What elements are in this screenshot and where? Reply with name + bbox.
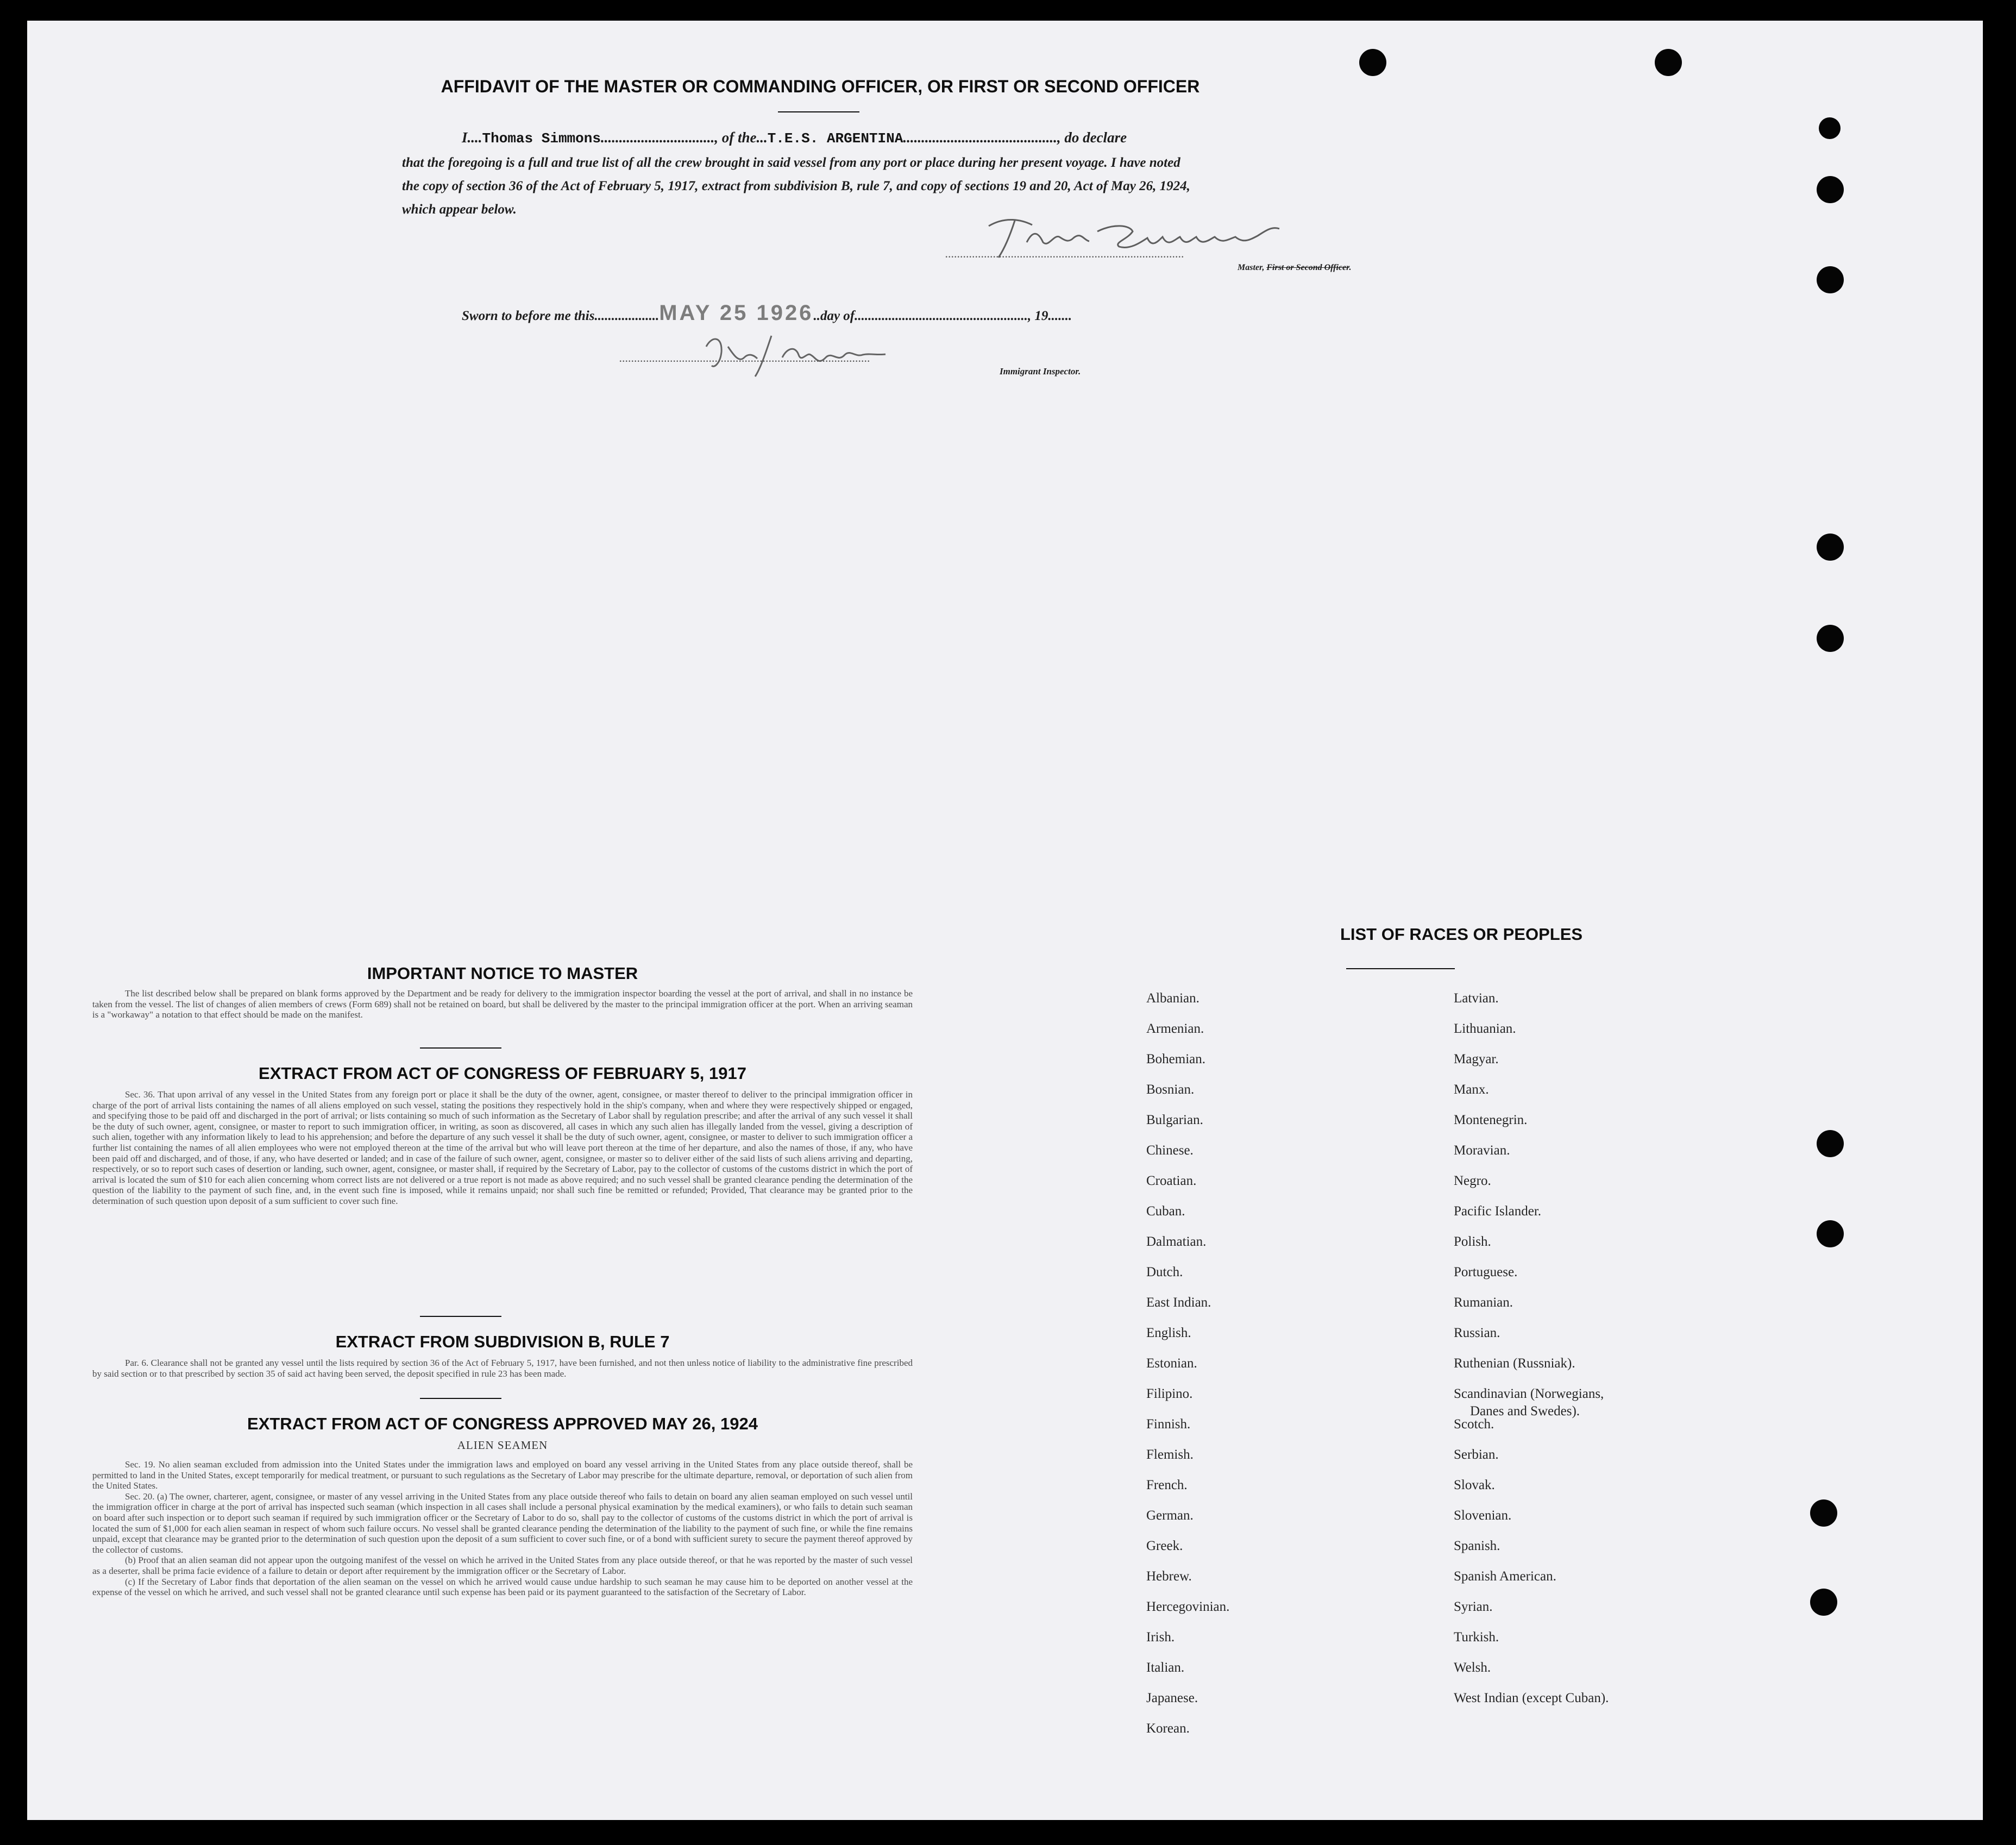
race-item: Scotch. <box>1454 1417 1494 1432</box>
sec-20a-paragraph: Sec. 20. (a) The owner, charterer, agent, consignee, or master of any vessel arriving in the United States from any place outside thereof who fails to detain on board any alien seaman employed on such vessel until the immigration officer in charge at the port of arrival has inspected such seaman (which inspection in all cases shall include a personal physical examination by the medical examiners), or who fails to detain such seaman on board after such inspection or to deport such seaman if required by such immigration officer or the Secretary of Labor to do so, shall pay to the collector of customs of the customs district in which the port of arrival is located the sum of $1,000 for each alien seaman in respect of whom such failure occurs. No vessel shall be granted clearance pending the determination of the liability to the payment of such fine, or while the fine remains unpaid, except that clearance may be granted prior to the determination of such question upon the deposit of a sum sufficient to cover such fine, or of a bond with sufficient surety to secure the payment thereof approved by the collector of customs. <box>92 1491 913 1555</box>
punch-hole <box>1817 534 1844 561</box>
race-item: Slovenian. <box>1454 1508 1512 1523</box>
race-item: Greek. <box>1146 1539 1183 1553</box>
race-item: Chinese. <box>1146 1143 1194 1158</box>
master-label-line <box>1238 263 1352 273</box>
inspector-label: Immigrant Inspector. <box>1000 366 1081 376</box>
extract-1924-subtitle: ALIEN SEAMEN <box>457 1439 548 1452</box>
race-item: Finnish. <box>1146 1417 1191 1432</box>
punch-hole <box>1819 117 1841 139</box>
race-item: Bosnian. <box>1146 1082 1195 1097</box>
dot-leader: ................... <box>594 309 660 323</box>
race-item: Turkish. <box>1454 1630 1499 1645</box>
punch-hole <box>1817 625 1844 652</box>
race-item: Italian. <box>1146 1660 1185 1675</box>
race-item: Negro. <box>1454 1173 1491 1188</box>
race-item: English. <box>1146 1326 1191 1340</box>
dot-leader: .... <box>467 129 482 146</box>
day-of-label: day of <box>820 309 855 323</box>
struck-officer-label: First or Second Officer <box>1266 263 1349 272</box>
race-item: Bulgarian. <box>1146 1113 1203 1127</box>
year-label: 19 <box>1034 309 1048 323</box>
race-item: Cuban. <box>1146 1204 1185 1219</box>
race-item: Armenian. <box>1146 1021 1204 1036</box>
race-item: Pacific Islander. <box>1454 1204 1542 1219</box>
inspector-dot-line: .................................................................................... <box>619 351 870 365</box>
race-item: Bohemian. <box>1146 1052 1206 1066</box>
sworn-line <box>462 301 1072 325</box>
declaration-line-1 <box>462 129 1448 147</box>
punch-hole <box>1655 49 1682 76</box>
race-item: French. <box>1146 1478 1188 1492</box>
sec-19-paragraph: Sec. 19. No alien seaman excluded from admission into the United States under the immigration laws and employed on board any vessel arriving in the United States from any place outside thereof, shall be permitted to land in the United States, except temporarily for medical treatment, or pursuant to such regulations as the Secretary of Labor may prescribe for the ultimate departure, removal, or deportation of such alien from the United States. <box>92 1459 913 1491</box>
race-item: Rumanian. <box>1454 1295 1513 1310</box>
race-item: Magyar. <box>1454 1052 1499 1066</box>
extract-1917-paragraph: Sec. 36. That upon arrival of any vessel in the United States from any foreign port or place it shall be the duty of the owner, agent, consignee, or master thereof to deliver to the principal immigration officer in charge of the port of arrival lists containing the names of all aliens employed on such vessel, stating the positions they respectively hold in the ship's company, when and where they were respectively shipped or engaged, and specifying those to be paid off and discharged in the port of arrival; or lists containing so much of such information as the Secretary of Labor shall by regulation prescribe; and after the arrival of any such vessel it shall be the duty of such owner, agent, consignee, or master to report to such immigration officer, in writing, as soon as discovered, all cases in which any such alien has illegally landed from the vessel, giving a description of such alien, together with any information likely to lead to his apprehension; and before the departure of any such vessel it shall be the duty of such owner, agent, consignee, or master to deliver to such immigration officer a further list containing the names of all alien employees who were not employed thereon at the time of the arrival but who will leave port thereon at the time of her departure, and also the names of those, if any, who have been paid off and discharged, and of those, if any, who have deserted or landed; and in case of the failure of such owner, agent, consignee, or master so to deliver either of the said lists of such aliens arriving and departing, respectively, or so to report such cases of desertion or landing, such owner, agent, consignee, or master shall, if required by the Secretary of Labor, pay to the collector of customs of the customs district in which the port of arrival is located the sum of $10 for each alien concerning whom correct lists are not delivered or a true report is not made as above required; and no such vessel shall be granted clearance pending the determination of the question of the liability to the payment of such fine, and, in the event such fine is imposed, while it remains unpaid; nor shall such fine be remitted or refunded; Provided, That clearance may be granted prior to the determination of such question upon deposit of a sum sufficient to cover such fine. <box>92 1089 913 1206</box>
dot-leader: .. <box>813 309 820 323</box>
race-item: Filipino. <box>1146 1386 1193 1401</box>
section-rule <box>420 1047 501 1049</box>
section-rule <box>420 1316 501 1317</box>
dot-leader: ....... <box>1048 309 1072 323</box>
race-item: Spanish. <box>1454 1539 1500 1553</box>
extract-1924-text <box>92 1459 913 1598</box>
extract-rule7-paragraph: Par. 6. Clearance shall not be granted any vessel until the lists required by section 36 of the Act of February 5, 1917, have been furnished, and not then unless notice of liability to the administrative fine prescribed by said section or to that prescribed by section 35 of said act having been served, the deposit specified in rule 23 has been made. <box>92 1358 913 1379</box>
punch-hole <box>1817 266 1844 293</box>
punch-hole <box>1817 176 1844 203</box>
affidavit-title: AFFIDAVIT OF THE MASTER OR COMMANDING OFFICER, OR FIRST OR SECOND OFFICER <box>441 77 1200 96</box>
date-stamp: MAY 25 1926 <box>659 301 814 325</box>
race-item: Estonian. <box>1146 1356 1197 1371</box>
race-item: Slovak. <box>1454 1478 1495 1492</box>
race-item: Portuguese. <box>1454 1265 1518 1279</box>
document-page <box>27 21 1983 1820</box>
race-item: Syrian. <box>1454 1599 1493 1614</box>
punch-hole <box>1810 1589 1837 1616</box>
notice-text <box>92 988 913 1020</box>
declaration-prefix: I <box>462 129 468 146</box>
dot-leader: ..................................................., <box>855 309 1035 323</box>
sec-20c-paragraph: (c) If the Secretary of Labor finds that deportation of the alien seaman on the vessel on which he arrived would cause undue hardship to such seaman he may cause him to be deported on another vessel at the expense of the vessel on which he arrived, and such vessel shall not be granted clearance until such expense has been paid or its payment guaranteed to the satisfaction of the Secretary of Labor. <box>92 1576 913 1598</box>
race-item: Danes and Swedes). <box>1470 1404 1580 1419</box>
declaration-line-2: that the foregoing is a full and true list of all the crew brought in said vessel from any port or place during her present voyage. I have noted <box>402 155 1180 170</box>
section-rule <box>420 1398 501 1399</box>
race-item: Polish. <box>1454 1234 1491 1249</box>
vessel-name: T.E.S. ARGENTINA <box>767 130 903 147</box>
race-item: Russian. <box>1454 1326 1500 1340</box>
sec-20b-paragraph: (b) Proof that an alien seaman did not appear upon the outgoing manifest of the vessel on which he arrived in the United States from any place outside thereof, or that he was reported by the master of such vessel as a deserter, shall be prima facie evidence of a failure to detain or deport after requirement by the immigration officer or the Secretary of Labor. <box>92 1555 913 1576</box>
notice-title: IMPORTANT NOTICE TO MASTER <box>367 964 638 983</box>
punch-hole <box>1817 1130 1844 1157</box>
race-item: Latvian. <box>1454 991 1499 1006</box>
race-item: Flemish. <box>1146 1447 1194 1462</box>
race-item: Hebrew. <box>1146 1569 1192 1584</box>
declaration-line-3: the copy of section 36 of the Act of February 5, 1917, extract from subdivision B, rule 7, and copy of sections 19 and 20, Act of May 26, 1924, <box>402 179 1190 193</box>
declaration-line-4: which appear below. <box>402 202 517 217</box>
race-item: German. <box>1146 1508 1194 1523</box>
of-the-label: of the <box>721 129 757 146</box>
race-item: Hercegovinian. <box>1146 1599 1230 1614</box>
dot-leader: ..............................., <box>600 129 722 146</box>
dot-leader: .........................................., <box>903 129 1065 146</box>
extract-1924-title: EXTRACT FROM ACT OF CONGRESS APPROVED MAY 26, 1924 <box>247 1414 758 1433</box>
race-item: Dutch. <box>1146 1265 1183 1279</box>
dot-leader: ... <box>756 129 768 146</box>
extract-1917-text <box>92 1089 913 1207</box>
race-item: Ruthenian (Russniak). <box>1454 1356 1575 1371</box>
do-declare-label: do declare <box>1064 129 1127 146</box>
race-item: Montenegrin. <box>1454 1113 1528 1127</box>
race-item: Croatian. <box>1146 1173 1197 1188</box>
race-item: Welsh. <box>1454 1660 1491 1675</box>
master-label-end: . <box>1349 263 1352 272</box>
race-item: East Indian. <box>1146 1295 1211 1310</box>
race-item: Serbian. <box>1454 1447 1499 1462</box>
race-item: Manx. <box>1454 1082 1489 1097</box>
extract-rule7-title: EXTRACT FROM SUBDIVISION B, RULE 7 <box>335 1332 670 1351</box>
race-item: Albanian. <box>1146 991 1199 1006</box>
master-name: Thomas Simmons <box>482 130 601 147</box>
race-item: Irish. <box>1146 1630 1175 1645</box>
race-item: Spanish American. <box>1454 1569 1556 1584</box>
sworn-label: Sworn to before me this <box>462 309 595 323</box>
extract-1917-title: EXTRACT FROM ACT OF CONGRESS OF FEBRUARY 5, 1917 <box>259 1064 746 1083</box>
punch-hole <box>1810 1499 1837 1527</box>
master-label: Master, <box>1238 263 1265 272</box>
race-item: West Indian (except Cuban). <box>1454 1691 1609 1705</box>
races-title-rule <box>1346 968 1455 969</box>
punch-hole <box>1817 1220 1844 1247</box>
master-dot-line: ................................................................................ <box>945 247 1184 260</box>
race-item: Moravian. <box>1454 1143 1510 1158</box>
punch-hole <box>1359 49 1386 76</box>
title-rule <box>778 111 859 112</box>
notice-paragraph: The list described below shall be prepared on blank forms approved by the Department and be ready for delivery to the immigration inspector boarding the vessel at the port of arrival, and shall in no instance be taken from the vessel. The list of changes of alien members of crews (Form 689) shall not be retained on board, but shall be delivered by the master to the principal immigration officer at the port. When an arriving seaman is a "workaway" a notation to that effect should be made on the manifest. <box>92 988 913 1020</box>
extract-rule7-text <box>92 1358 913 1379</box>
race-item: Lithuanian. <box>1454 1021 1516 1036</box>
race-item: Dalmatian. <box>1146 1234 1207 1249</box>
races-title: LIST OF RACES OR PEOPLES <box>1340 925 1583 944</box>
race-item: Scandinavian (Norwegians, <box>1454 1386 1604 1401</box>
race-item: Japanese. <box>1146 1691 1198 1705</box>
race-item: Korean. <box>1146 1721 1190 1736</box>
